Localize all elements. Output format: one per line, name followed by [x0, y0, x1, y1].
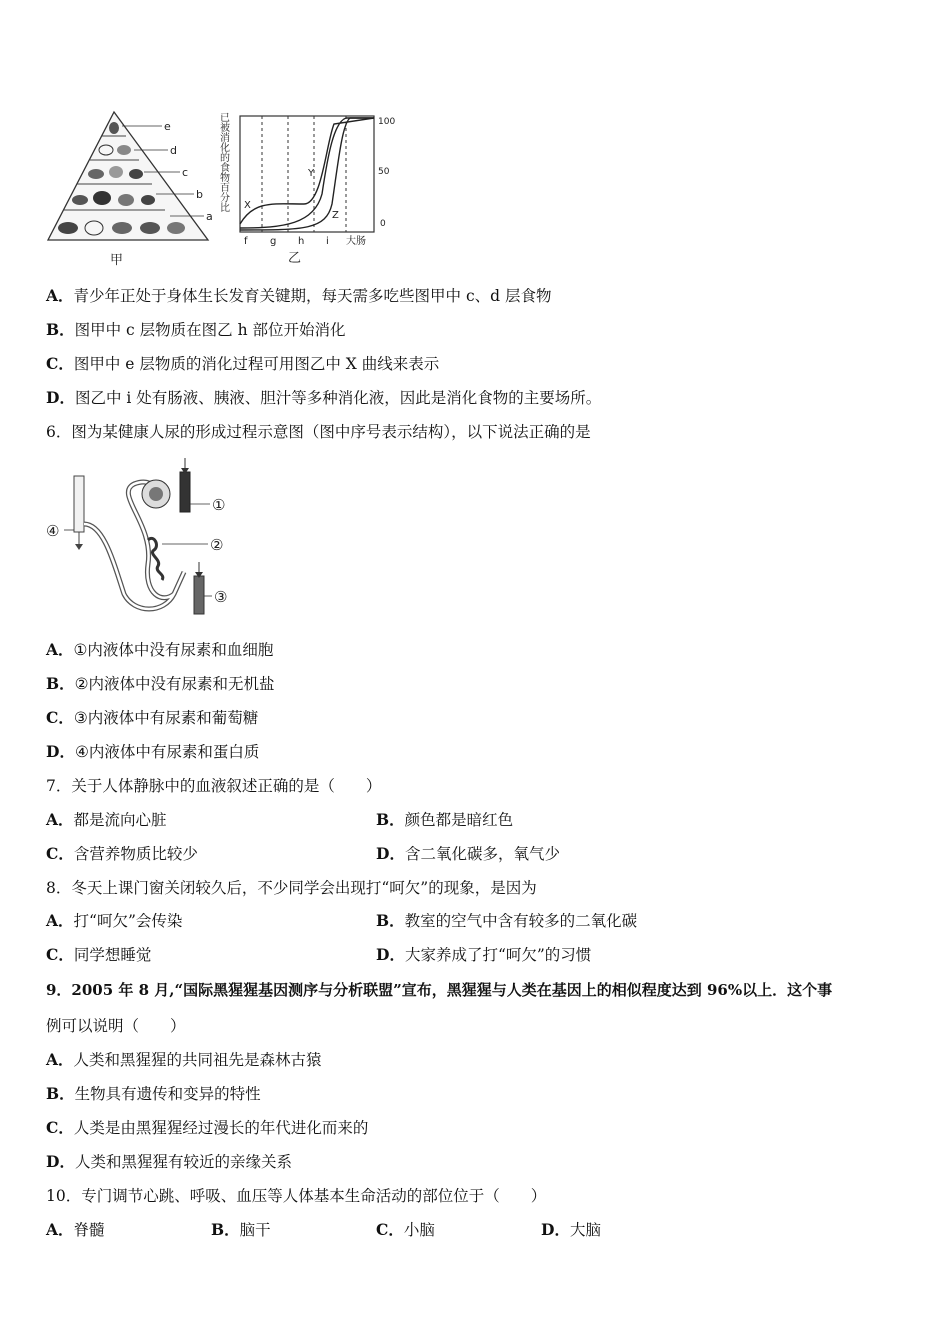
q5-option-b: B．图甲中 c 层物质在图乙 h 部位开始消化 — [46, 320, 346, 339]
q9-option-a: A．人类和黑猩猩的共同祖先是森林古猿 — [46, 1050, 322, 1069]
q7-option-c: C．含营养物质比较少 — [46, 844, 198, 863]
q8-stem: 8．冬天上课门窗关闭较久后，不少同学会出现打“呵欠”的现象，是因为 — [46, 879, 537, 897]
x-tick-g: g — [270, 236, 277, 247]
nephron-label-3: ③ — [214, 588, 228, 606]
q9-stem-line2: 例可以说明（ ） — [46, 1017, 186, 1035]
q6-option-b: B．②内液体中没有尿素和无机盐 — [46, 674, 275, 693]
q5-option-d: D．图乙中 i 处有肠液、胰液、胆汁等多种消化液，因此是消化食物的主要场所。 — [46, 388, 602, 407]
q10-stem: 10．专门调节心跳、呼吸、血压等人体基本生命活动的部位位于（ ） — [46, 1187, 547, 1205]
pyramid-label-d: d — [170, 144, 177, 157]
pyramid-label-a: a — [206, 210, 213, 223]
q9-option-c: C．人类是由黑猩猩经过漫长的年代进化而来的 — [46, 1118, 369, 1137]
q7-option-b: B．颜色都是暗红色 — [376, 810, 514, 829]
pyramid-label-e: e — [164, 120, 171, 133]
q8-option-a: A．打“呵欠”会传染 — [46, 911, 183, 930]
q6-option-c: C．③内液体中有尿素和葡萄糖 — [46, 708, 259, 727]
q10-option-c: C．小脑 — [376, 1220, 435, 1239]
q8-option-b: B．教室的空气中含有较多的二氧化碳 — [376, 911, 638, 930]
nephron-label-2: ② — [210, 536, 224, 554]
y-tick-100: 100 — [378, 117, 396, 127]
q10-option-d: D．大脑 — [541, 1220, 601, 1239]
curve-label-z: Z — [332, 210, 339, 221]
q5-option-a: A．青少年正处于身体生长发育关键期，每天需多吃些图甲中 c、d 层食物 — [46, 286, 552, 305]
pyramid-caption: 甲 — [110, 253, 124, 268]
q6-stem: 6．图为某健康人尿的形成过程示意图（图中序号表示结构），以下说法正确的是 — [46, 423, 591, 441]
q6-option-d: D．④内液体中有尿素和蛋白质 — [46, 742, 260, 761]
food-pyramid-figure — [44, 104, 219, 269]
nephron-label-1: ① — [212, 496, 226, 514]
q7-option-d: D．含二氧化碳多，氧气少 — [376, 844, 560, 863]
x-tick-i: i — [326, 236, 329, 247]
q5-option-c: C．图甲中 e 层物质的消化过程可用图乙中 X 曲线来表示 — [46, 354, 440, 373]
digestion-chart-figure — [214, 104, 404, 269]
pyramid-label-c: c — [182, 166, 189, 179]
nephron-label-4: ④ — [46, 522, 60, 540]
q7-stem: 7．关于人体静脉中的血液叙述正确的是（ ） — [46, 777, 382, 795]
chart-ylabel: 已被消化的食物百分比 — [217, 112, 229, 212]
nephron-diagram — [44, 454, 234, 624]
q9-option-d: D．人类和黑猩猩有较近的亲缘关系 — [46, 1152, 292, 1171]
q9-stem-line1: 9．2005 年 8 月,“国际黑猩猩基因测序与分析联盟”宣布，黑猩猩与人类在基因上的相似程度达到 96%以上．这个事 — [46, 981, 833, 999]
x-tick-large-intestine: 大肠 — [346, 236, 366, 247]
q8-option-c: C．同学想睡觉 — [46, 945, 152, 964]
chart-caption: 乙 — [288, 251, 302, 266]
curve-label-y: Y — [308, 168, 315, 179]
x-tick-h: h — [298, 236, 305, 247]
q8-option-d: D．大家养成了打“呵欠”的习惯 — [376, 945, 592, 964]
y-tick-0: 0 — [380, 219, 386, 229]
q10-option-b: B．脑干 — [211, 1220, 271, 1239]
curve-label-x: X — [244, 200, 251, 211]
y-tick-50: 50 — [378, 167, 390, 177]
q9-option-b: B．生物具有遗传和变异的特性 — [46, 1084, 261, 1103]
q6-option-a: A．①内液体中没有尿素和血细胞 — [46, 640, 274, 659]
x-tick-f: f — [244, 236, 248, 247]
pyramid-label-b: b — [196, 188, 203, 201]
q7-option-a: A．都是流向心脏 — [46, 810, 167, 829]
q10-option-a: A．脊髓 — [46, 1220, 105, 1239]
